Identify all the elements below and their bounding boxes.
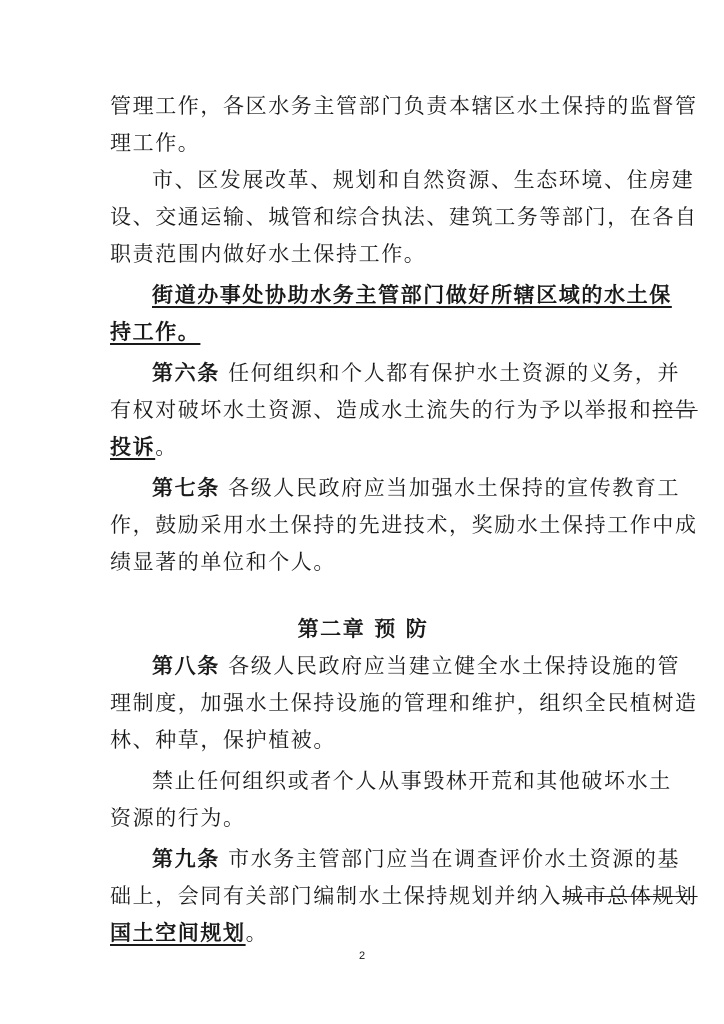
page-number: 2	[358, 950, 366, 962]
inserted-text: 投诉	[110, 435, 156, 459]
inserted-text: 街道办事处协助水务主管部门做好所辖区域的水土保	[152, 283, 672, 307]
inserted-text: 国土空间规划	[110, 921, 246, 945]
text-line	[110, 429, 616, 466]
text-segment: 。	[245, 921, 269, 945]
document-page	[110, 88, 698, 952]
chapter-heading: 第二章 预 防	[297, 617, 429, 641]
text-line: 作，鼓励采用水土保持的先进技术，奖励水土保持工作中成	[110, 513, 698, 537]
text-line	[110, 915, 616, 952]
article-text: 各级人民政府应当建立健全水土保持设施的管	[228, 654, 681, 678]
text-line: 林、种草，保护植被。	[110, 728, 336, 752]
article-6	[110, 355, 681, 392]
text-line: 市、区发展改革、规划和自然资源、生态环境、住房建	[152, 168, 695, 192]
article-9	[110, 841, 681, 878]
article-text: 各级人民政府应当加强水土保持的宣传教育工	[228, 476, 681, 500]
text-line: 管理工作，各区水务主管部门负责本辖区水土保持的监督管	[110, 94, 698, 118]
inserted-paragraph-line	[110, 314, 616, 351]
text-segment: 有权对破坏水土资源、造成水土流失的行为予以举报和	[110, 398, 653, 422]
text-segment: 。	[155, 435, 178, 459]
text-line: 资源的行为。	[110, 806, 246, 830]
article-title: 第九条	[152, 847, 220, 871]
text-line: 职责范围内做好水土保持工作。	[110, 242, 427, 266]
text-segment: 础上，会同有关部门编制水土保持规划并纳入	[110, 884, 562, 908]
text-line	[110, 392, 698, 429]
article-title: 第八条	[152, 654, 220, 678]
deleted-text: 城市总体规划	[562, 884, 698, 908]
article-title: 第六条	[152, 361, 220, 385]
inserted-paragraph-line	[110, 277, 672, 314]
text-line: 禁止任何组织或者个人从事毁林开荒和其他破坏水土	[152, 769, 672, 793]
text-line	[110, 878, 698, 915]
article-title: 第七条	[152, 476, 220, 500]
article-text: 市水务主管部门应当在调查评价水土资源的基	[228, 847, 681, 871]
article-8	[110, 648, 681, 685]
text-line: 绩显著的单位和个人。	[110, 550, 336, 574]
article-7	[110, 470, 681, 507]
deleted-text: 控告	[652, 398, 698, 422]
text-line: 理制度，加强水土保持设施的管理和维护，组织全民植树造	[110, 691, 698, 715]
article-text: 任何组织和个人都有保护水土资源的义务，并	[228, 361, 681, 385]
text-line: 设、交通运输、城管和综合执法、建筑工务等部门，在各自	[110, 205, 698, 229]
inserted-text: 持工作。	[110, 320, 201, 344]
text-line: 理工作。	[110, 131, 201, 155]
